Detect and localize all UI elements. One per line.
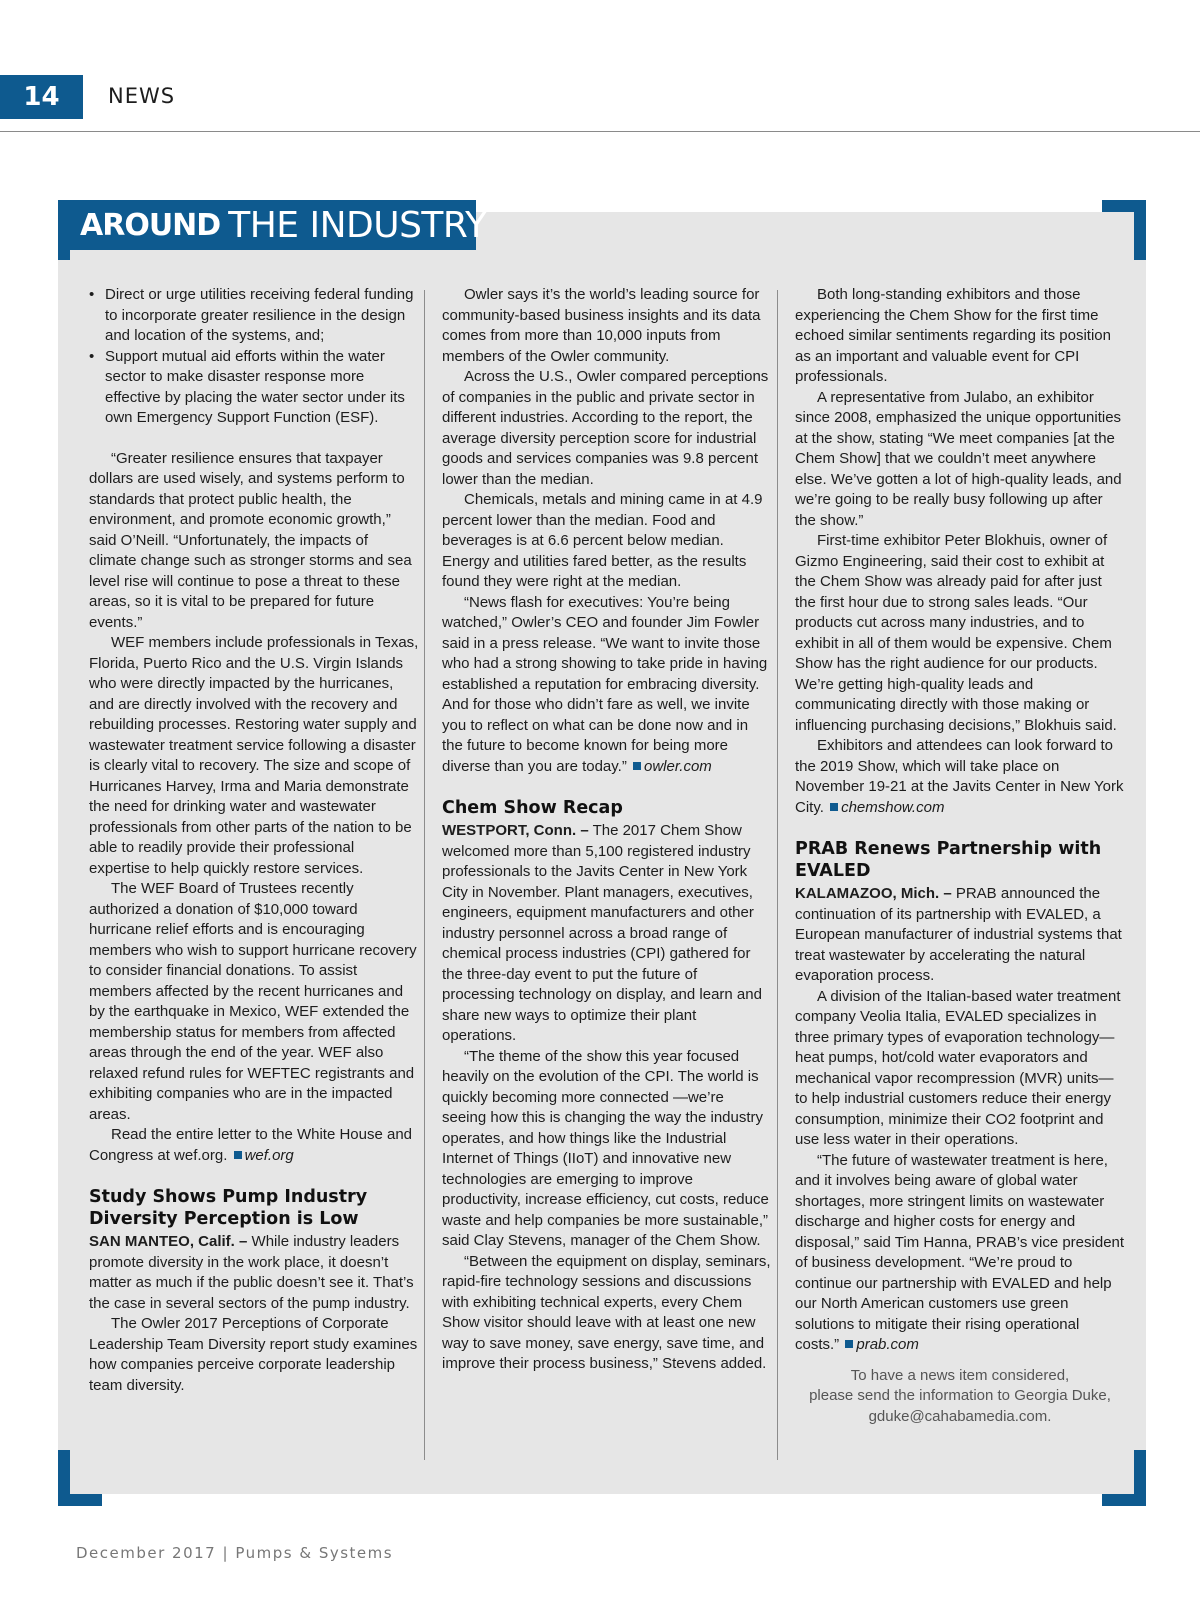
paragraph: The WEF Board of Trustees recently authorized a donation of $10,000 toward hurricane relief efforts and is encouraging members who wish to support hurricane recovery to consider financial donations. To assist members affected by the recent hurricanes and by the earthquake in Mexico, WEF extended the membership status for members from affected areas through the end of the year. WEF also relaxed refund rules for WEFTEC registrants and exhibiting companies who are in the impacted areas.	[89, 880, 417, 1123]
article-lead: SAN MANTEO, Calif. – While industry leaders promote diversity in the work place, it doesn’t matter as much if the public doesn’t see it. That’s the case in several sectors of the pump industry.	[89, 1233, 414, 1312]
article-heading: PRAB Renews Partnership with EVALED	[795, 839, 1102, 881]
column-3	[795, 285, 1125, 1465]
banner-light-text: THE INDUSTRY	[228, 204, 487, 246]
source-link[interactable]: wef.org	[244, 1146, 294, 1164]
paragraph: The Owler 2017 Perceptions of Corporate Leadership Team Diversity report study examines how companies perceive corporate leadership team diversity.	[89, 1315, 418, 1394]
paragraph: First-time exhibitor Peter Blokhuis, owner of Gizmo Engineering, said their cost to exhibit at the Chem Show was already paid for after just the first hour due to strong sales leads. “Our products cut across many industries, and to exhibit in all of them would be expensive. Chem Show has the right audience for our products. We’re getting high-quality leads and communicating directly with those making or influencing purchasing decisions,” Blokhuis said.	[795, 532, 1117, 734]
bullet-list	[89, 285, 419, 429]
paragraph: “News flash for executives: You’re being watched,” Owler’s CEO and founder Jim Fowler said in a press release. “We want to invite those who had a strong showing to take pride in having established a reputation for embracing diversity. And for those who didn’t fare as well, we invite you to reflect on what can be done now and in the future to become known for being more diverse than you are today.” owler.com	[442, 593, 768, 775]
paragraph: “Greater resilience ensures that taxpayer dollars are used wisely, and systems perform to standards that protect public health, the environment, and promote economic growth,” said O’Neill. “Unfortunately, the impacts of climate change such as stronger storms and sea level rise will continue to pose a threat to these areas, so it is vital to be prepared for future events.”	[89, 449, 412, 631]
source-link[interactable]: chemshow.com	[841, 798, 945, 816]
page-number: 14	[0, 75, 83, 119]
paragraph: WEF members include professionals in Texas, Florida, Puerto Rico and the U.S. Virgin Islands who were directly impacted by the hurricanes, and are directly involved with the recovery and rebuilding processes. Restoring water supply and wastewater treatment service following a disaster is clearly vital to recovery. The size and scope of Hurricanes Harvey, Irma and Maria demonstrate the need for drinking water and wastewater professionals from other parts of the nation to be able to readily provide their professional expertise to help quickly restore services.	[89, 634, 419, 877]
paragraph: Across the U.S., Owler compared perceptions of companies in the public and private sector in different industries. According to the report, the average diversity perception score for industrial goods and services companies was 9.8 percent lower than the median.	[442, 368, 769, 488]
article-heading: Chem Show Recap	[442, 798, 623, 818]
paragraph: A division of the Italian-based water treatment company Veolia Italia, EVALED specializes in three primary types of evaporation technology—heat pumps, hot/cold water evaporators and mechanical vapor recompression (MVR) units—to help industrial customers reduce their energy consumption, minimize their CO2 footprint and use less water in their operations.	[795, 987, 1121, 1148]
paragraph: “The future of wastewater treatment is here, and it involves being aware of global water shortages, more stringent limits on wastewater discharge and higher costs for energy and disposal,” said Tim Hanna, PRAB’s vice president of business development. “We’re proud to continue our partnership with EVALED and help our North American customers use green solutions to mitigate their rising operational costs.” prab.com	[795, 1151, 1125, 1353]
section-banner	[58, 200, 487, 250]
dateline: WESTPORT, Conn. –	[442, 822, 589, 839]
paragraph: Chemicals, metals and mining came in at 4.9 percent lower than the median. Food and beverages is at 6.6 percent below median. Energy and utilities fared better, as the results found they were right at the median.	[442, 491, 763, 590]
paragraph: “The theme of the show this year focused heavily on the evolution of the CPI. The world is quickly becoming more connected —we’re seeing how this is changing the way the industry operates, and how things like the Industrial Internet of Things (IIoT) and innovative new technologies are emerging to improve productivity, increase efficiency, cut costs, reduce waste and help companies be more sustainable,” said Clay Stevens, manager of the Chem Show.	[442, 1047, 769, 1249]
header-rule	[0, 131, 1200, 132]
column-divider	[424, 290, 425, 1460]
dateline: KALAMAZOO, Mich. –	[795, 885, 952, 902]
end-mark-icon	[845, 1340, 853, 1348]
source-link[interactable]: owler.com	[644, 757, 712, 775]
column-1	[89, 285, 419, 1465]
submission-note: To have a news item considered, please send the information to Georgia Duke, gduke@cahabamedia.com.	[795, 1366, 1125, 1428]
column-2	[442, 285, 772, 1465]
end-mark-icon	[830, 803, 838, 811]
banner-bold-text: AROUND	[80, 207, 221, 243]
footer-date: December 2017	[76, 1544, 217, 1562]
article-lead: WESTPORT, Conn. – The 2017 Chem Show welcomed more than 5,100 registered industry professionals to the Javits Center in New York City in November. Plant managers, executives, engineers, equipment manufacturers and other industry personnel across a broad range of chemical process industries (CPI) gathered for the three-day event to put the future of processing technology on display, and learn and share new ways to optimize their plant operations.	[442, 822, 762, 1044]
footer-publication: Pumps & Systems	[235, 1544, 394, 1562]
source-link[interactable]: prab.com	[856, 1336, 919, 1353]
paragraph: Both long-standing exhibitors and those experiencing the Chem Show for the first time echoed similar sentiments regarding its position as an important and valuable event for CPI professionals.	[795, 286, 1111, 385]
article-lead: KALAMAZOO, Mich. – PRAB announced the continuation of its partnership with EVALED, a European manufacturer of industrial systems that treat wastewater by accelerating the natural evaporation process.	[795, 885, 1122, 984]
section-label: NEWS	[108, 84, 176, 108]
dateline: SAN MANTEO, Calif. –	[89, 1233, 248, 1250]
end-mark-icon	[234, 1151, 242, 1159]
paragraph: Read the entire letter to the White House and Congress at wef.org. wef.org	[89, 1126, 413, 1164]
contact-email[interactable]: gduke@cahabamedia.com.	[868, 1407, 1052, 1425]
bullet-item: • Support mutual aid efforts within the water sector to make disaster response more effective by placing the water sector under its own Emergency Support Function (ESF).	[105, 347, 419, 429]
bullet-item: • Direct or urge utilities receiving federal funding to incorporate greater resilience in the design and location of the systems, and;	[105, 285, 419, 347]
end-mark-icon	[633, 762, 641, 770]
paragraph: A representative from Julabo, an exhibitor since 2008, emphasized the unique opportunities at the show, stating “We meet companies [at the Chem Show] that we couldn’t meet anywhere else. We’ve gotten a lot of high-quality leads, and we’re going to be really busy following up after the show.”	[795, 388, 1122, 529]
column-divider	[777, 290, 778, 1460]
paragraph: Owler says it’s the world’s leading source for community-based business insights and its data comes from more than 10,000 inputs from members of the Owler community.	[442, 286, 761, 365]
footer-separator: |	[222, 1544, 230, 1562]
page-footer	[76, 1544, 393, 1562]
article-heading: Study Shows Pump Industry Diversity Perception is Low	[89, 1187, 368, 1229]
paragraph: “Between the equipment on display, seminars, rapid-fire technology sessions and discussions with exhibiting technical experts, every Chem Show visitor should leave with at least one new way to save money, save energy, save time, and improve their process business,” Stevens added.	[442, 1252, 771, 1372]
paragraph: Exhibitors and attendees can look forward to the 2019 Show, which will take place on November 19-21 at the Javits Center in New York City. chemshow.com	[795, 737, 1124, 816]
